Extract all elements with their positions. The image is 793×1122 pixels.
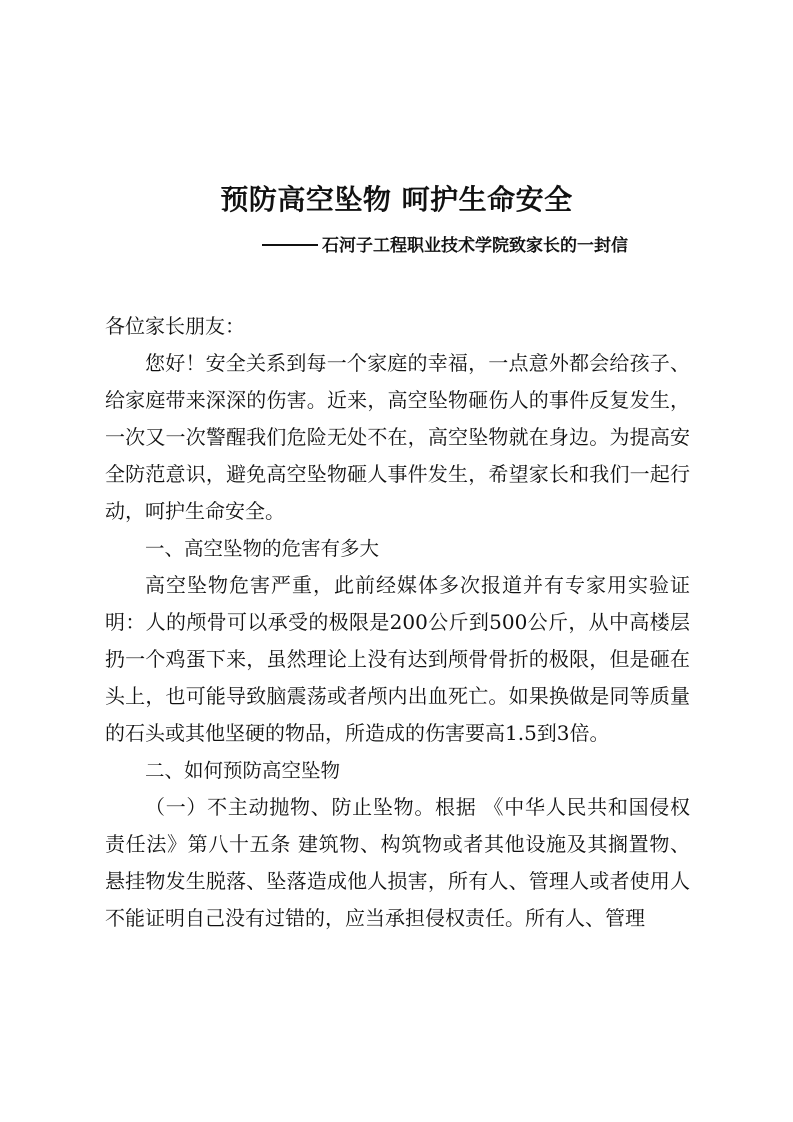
subtitle-text: 石河子工程职业技术学院致家长的一封信 xyxy=(322,236,628,256)
intro-paragraph: 您好！安全关系到每一个家庭的幸福，一点意外都会给孩子、给家庭带来深深的伤害。近来，高空坠物砸伤人的事件反复发生，一次又一次警醒我们危险无处不在，高空坠物就在身边。为提高安全防范意识，避免高空坠物砸人事件发生，希望家长和我们一起行动，呵护生命安全。 xyxy=(105,351,690,523)
letter-body xyxy=(105,308,690,937)
document-subtitle xyxy=(262,232,628,260)
section-paragraph-2: （一）不主动抛物、防止坠物。根据 《中华人民共和国侵权责任法》第八十五条 建筑物、构筑物或者其他设施及其搁置物、悬挂物发生脱落、坠落造成他人损害，所有人、管理人或者使用人不能证明自己没有过错的，应当承担侵权责任。所有人、管理 xyxy=(105,795,690,930)
section-paragraph-1: 高空坠物危害严重，此前经媒体多次报道并有专家用实验证明：人的颅骨可以承受的极限是200公斤到500公斤，从中高楼层扔一个鸡蛋下来，虽然理论上没有达到颅骨骨折的极限，但是砸在头上，也可能导致脑震荡或者颅内出血死亡。如果换做是同等质量的石头或其他坚硬的物品，所造成的伤害要高1.5到3倍。 xyxy=(105,573,690,745)
salutation: 各位家长朋友： xyxy=(105,314,245,338)
document-title: 预防高空坠物 呵护生命安全 xyxy=(220,183,573,216)
subtitle-dash xyxy=(262,244,318,246)
section-heading-1: 一、高空坠物的危害有多大 xyxy=(145,537,380,560)
section-heading-2: 二、如何预防高空坠物 xyxy=(145,759,341,782)
